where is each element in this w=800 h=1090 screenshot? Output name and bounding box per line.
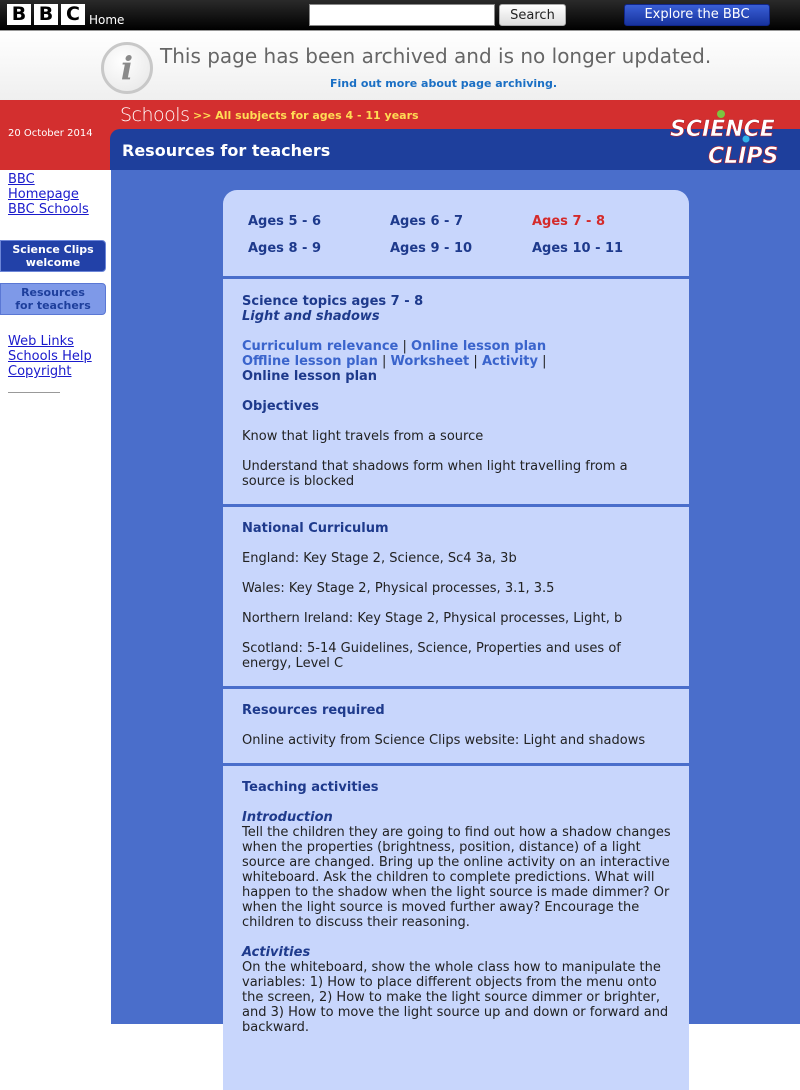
info-icon: i — [101, 42, 153, 94]
objective-item: Understand that shadows form when light travelling from a source is blocked — [242, 459, 628, 489]
age-tab-10-11[interactable]: Ages 10 - 11 — [532, 241, 624, 256]
nav-link-label: Homepage — [8, 187, 79, 202]
topic-section — [242, 294, 672, 489]
bbc-logo-letter: B — [34, 4, 58, 25]
resources-for-teachers-button[interactable] — [0, 283, 106, 315]
curriculum-heading: National Curriculum — [242, 521, 389, 536]
age-tabs — [248, 214, 668, 256]
bbc-top-bar — [0, 0, 800, 31]
science-clips-logo — [668, 106, 788, 168]
archive-info-link[interactable]: Find out more about page archiving. — [330, 77, 558, 90]
main-area — [111, 170, 800, 1035]
offline-lesson-plan-link[interactable]: Offline lesson plan — [242, 354, 378, 369]
bbc-logo-letter: C — [61, 4, 85, 25]
introduction-text: Tell the children they are going to find out how a shadow changes when the properties (brightness, position, distance) of a light source are changed. Bring up the online activity on an interactive whiteboard. Ask the children to complete predictions. What will happen to the shadow when the light source is made dimmer? Or when the light source is moved further away? Encourage the children to discuss their reasoning. — [242, 825, 671, 930]
button-label: for teachers — [15, 299, 91, 312]
objectives-heading: Objectives — [242, 399, 320, 414]
online-lesson-plan-link[interactable]: Online lesson plan — [411, 339, 547, 354]
section-divider — [223, 763, 689, 766]
nav-link-bbc-schools[interactable]: BBC Schools — [8, 202, 89, 217]
curriculum-relevance-link[interactable]: Curriculum relevance — [242, 339, 399, 354]
age-tab-6-7[interactable]: Ages 6 - 7 — [390, 214, 463, 229]
science-clips-welcome-button[interactable] — [0, 240, 106, 272]
curriculum-item: England: Key Stage 2, Science, Sc4 3a, 3b — [242, 551, 517, 566]
curriculum-item: Northern Ireland: Key Stage 2, Physical processes, Light, b — [242, 611, 623, 626]
separator: | — [542, 354, 547, 369]
activity-link[interactable]: Activity — [481, 354, 538, 369]
content-panel — [223, 190, 689, 1090]
nav-divider — [8, 392, 60, 393]
introduction-heading: Introduction — [242, 810, 333, 825]
age-tab-8-9[interactable]: Ages 8 - 9 — [248, 241, 321, 256]
nav-link-web-links[interactable]: Web Links — [8, 334, 74, 349]
teaching-heading: Teaching activities — [242, 780, 379, 795]
section-divider — [223, 686, 689, 689]
resources-heading: Resources required — [242, 703, 385, 718]
age-tab-7-8[interactable]: Ages 7 - 8 — [532, 214, 605, 229]
schools-logo[interactable]: Schools — [120, 104, 190, 126]
archive-notice: This page has been archived and is no longer updated. — [160, 44, 712, 68]
nav-link-schools-help[interactable]: Schools Help — [8, 349, 92, 364]
nav-bottom-links — [8, 334, 92, 379]
activities-heading: Activities — [242, 945, 311, 960]
separator: | — [473, 354, 478, 369]
button-label: Resources — [21, 286, 85, 299]
resources-section — [242, 703, 672, 748]
worksheet-link[interactable]: Worksheet — [390, 354, 470, 369]
section-divider — [223, 504, 689, 507]
date-label: 20 October 2014 — [8, 128, 93, 139]
site-header — [0, 100, 800, 170]
nav-top-links — [8, 172, 89, 217]
resources-text: Online activity from Science Clips website: Light and shadows — [242, 733, 646, 748]
bbc-logo-letter: B — [7, 4, 31, 25]
button-label: welcome — [25, 256, 81, 269]
search-input[interactable] — [309, 4, 495, 26]
curriculum-item: Scotland: 5-14 Guidelines, Science, Properties and uses of energy, Level C — [242, 641, 621, 671]
teaching-section — [242, 780, 672, 1035]
curriculum-section — [242, 521, 672, 671]
search-button[interactable]: Search — [499, 4, 566, 26]
archive-banner — [0, 32, 800, 100]
nav-link-copyright[interactable]: Copyright — [8, 364, 72, 379]
separator: | — [402, 339, 407, 354]
objective-item: Know that light travels from a source — [242, 429, 484, 444]
page-title: Resources for teachers — [122, 141, 331, 160]
nav-link-label: BBC — [8, 172, 35, 187]
home-link[interactable]: Home — [89, 13, 125, 27]
topic-heading: Science topics ages 7 - 8 — [242, 294, 424, 309]
current-page-label: Online lesson plan — [242, 369, 378, 384]
lesson-links — [242, 339, 672, 384]
curriculum-item: Wales: Key Stage 2, Physical processes, 3.1, 3.5 — [242, 581, 555, 596]
age-tab-9-10[interactable]: Ages 9 - 10 — [390, 241, 473, 256]
section-divider — [223, 276, 689, 279]
svg-text:SCIENCE: SCIENCE — [670, 117, 775, 142]
left-navigation — [0, 170, 111, 1024]
nav-link-bbc[interactable] — [8, 172, 89, 202]
topic-title: Light and shadows — [242, 309, 380, 324]
separator: | — [382, 354, 387, 369]
explore-bbc-button[interactable]: Explore the BBC — [624, 4, 770, 26]
age-tab-5-6[interactable]: Ages 5 - 6 — [248, 214, 321, 229]
svg-text:CLIPS: CLIPS — [708, 144, 779, 168]
button-label: Science Clips — [12, 243, 94, 256]
bbc-logo[interactable] — [7, 4, 85, 25]
activities-text: On the whiteboard, show the whole class how to manipulate the variables: 1) How to place different objects from the menu onto the screen, 2) How to make the light source dimmer or brighter, and 3) How to move the light source up and down or forward and backward. — [242, 960, 669, 1035]
all-subjects-link[interactable]: >> All subjects for ages 4 - 11 years — [193, 109, 419, 122]
